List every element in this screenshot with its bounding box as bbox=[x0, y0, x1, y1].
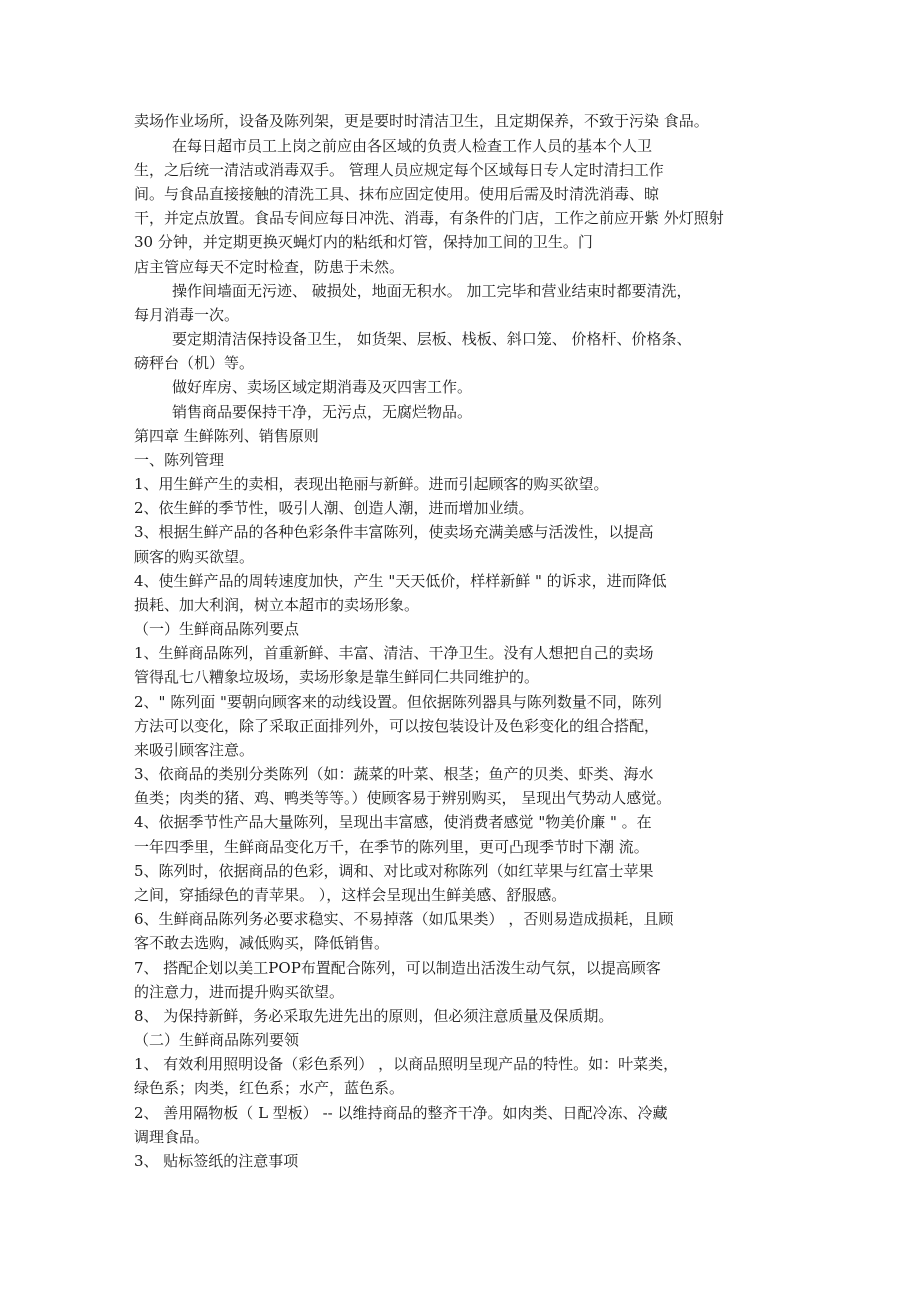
text-line: 方法可以变化，除了采取正面排列外，可以按包装设计及色彩变化的组合搭配， bbox=[134, 717, 660, 735]
chapter-heading: 第四章 生鲜陈列、销售原则 bbox=[134, 427, 319, 445]
text-line: 绿色系；肉类，红色系；水产，蓝色系。 bbox=[134, 1079, 405, 1097]
text-line: 销售商品要保持干净，无污点，无腐烂物品。 bbox=[172, 403, 473, 421]
text-line: 调理食品。 bbox=[134, 1128, 210, 1146]
text-line: 5、陈列时，依据商品的色彩，调和、对比或对称陈列（如红苹果与红富士苹果 bbox=[134, 862, 654, 880]
text-line: 3、 贴标签纸的注意事项 bbox=[134, 1152, 299, 1170]
text-line: 顾客的购买欲望。 bbox=[134, 548, 255, 566]
text-line: 来吸引顾客注意。 bbox=[134, 741, 255, 759]
text-line: 鱼类；肉类的猪、鸡、鸭类等等。）使顾客易于辨别购买， 呈现出气势动人感觉。 bbox=[134, 789, 672, 807]
text-line: 8、 为保持新鲜，务必采取先进先出的原则，但必须注意质量及保质期。 bbox=[134, 1007, 614, 1025]
text-line: 的注意力，进而提升购买欲望。 bbox=[134, 983, 345, 1001]
text-line: 3、根据生鲜产品的各种色彩条件丰富陈列，使卖场充满美感与活泼性，以提高 bbox=[134, 523, 654, 541]
text-line: 4、使生鲜产品的周转速度加快，产生 "天天低价，样样新鲜 " 的诉求，进而降低 bbox=[134, 572, 667, 590]
subsection-heading: （二）生鲜商品陈列要领 bbox=[134, 1031, 300, 1049]
text-line: 2、 善用隔物板（ L 型板） -- 以维持商品的整齐干净。如肉类、日配冷冻、冷藏 bbox=[134, 1104, 668, 1122]
text-line: 30 分钟，并定期更换灭蝇灯内的粘纸和灯管，保持加工间的卫生。门 bbox=[134, 233, 593, 251]
text-line: 2、依生鲜的季节性，吸引人潮、创造人潮，进而增加业绩。 bbox=[134, 499, 534, 517]
text-line: 1、 有效利用照明设备（彩色系列） ，以商品照明呈现产品的特性。如：叶菜类， bbox=[134, 1055, 679, 1073]
text-line: 管得乱七八糟象垃圾场，卖场形象是靠生鲜同仁共同维护的。 bbox=[134, 668, 540, 686]
text-line: 客不敢去选购，减低购买，降低销售。 bbox=[134, 934, 390, 952]
text-line: 要定期清洁保持设备卫生， 如货架、层板、栈板、斜口笼、 价格杆、价格条、 bbox=[172, 330, 692, 348]
text-line: 生，之后统一清洁或消毒双手。 管理人员应规定每个区域每日专人定时清扫工作 bbox=[134, 161, 664, 179]
text-line: 2、" 陈列面 "要朝向顾客来的动线设置。但依据陈列器具与陈列数量不同，陈列 bbox=[134, 693, 662, 711]
text-line: 4、依据季节性产品大量陈列，呈现出丰富感，使消费者感觉 "物美价廉 " 。在 bbox=[134, 813, 652, 831]
text-line: 磅秤台（机）等。 bbox=[134, 354, 255, 372]
text-line: 店主管应每天不定时检查，防患于未然。 bbox=[134, 258, 405, 276]
text-line: 1、生鲜商品陈列，首重新鲜、丰富、清洁、干净卫生。没有人想把自己的卖场 bbox=[134, 644, 654, 662]
section-heading: 一、陈列管理 bbox=[134, 451, 225, 469]
text-line: 6、生鲜商品陈列务必要求稳实、不易掉落（如瓜果类） ，否则易造成损耗，且顾 bbox=[134, 910, 674, 928]
text-line: 之间，穿插绿色的青苹果。 ），这样会呈现出生鲜美感、舒服感。 bbox=[134, 886, 567, 904]
text-line: 7、 搭配企划以美工POP布置配合陈列，可以制造出活泼生动气氛，以提高顾客 bbox=[134, 959, 661, 977]
text-line: 3、依商品的类别分类陈列（如：蔬菜的叶菜、根茎；鱼产的贝类、虾类、海水 bbox=[134, 765, 654, 783]
text-line: 操作间墙面无污迹、 破损处，地面无积水。 加工完毕和营业结束时都要清洗， bbox=[172, 282, 692, 300]
text-line: 卖场作业场所，设备及陈列架，更是要时时清洁卫生，且定期保养，不致于污染 食品。 bbox=[134, 112, 709, 130]
text-line: 间。与食品直接接触的清洗工具、抹布应固定使用。使用后需及时清洗消毒、晾 bbox=[134, 185, 660, 203]
subsection-heading: （一）生鲜商品陈列要点 bbox=[134, 620, 300, 638]
text-line: 损耗、加大利润，树立本超市的卖场形象。 bbox=[134, 596, 420, 614]
text-line: 干，并定点放置。食品专间应每日冲洗、消毒，有条件的门店，工作之前应开紫 外灯照射 bbox=[134, 209, 724, 227]
text-line: 在每日超市员工上岗之前应由各区域的负责人检查工作人员的基本个人卫 bbox=[172, 137, 653, 155]
text-line: 1、用生鲜产生的卖相，表现出艳丽与新鲜。进而引起顾客的购买欲望。 bbox=[134, 475, 609, 493]
text-line: 一年四季里，生鲜商品变化万千，在季节的陈列里，更可凸现季节时下潮 流。 bbox=[134, 838, 649, 856]
text-line: 做好库房、卖场区域定期消毒及灭四害工作。 bbox=[172, 378, 473, 396]
text-line: 每月消毒一次。 bbox=[134, 306, 240, 324]
